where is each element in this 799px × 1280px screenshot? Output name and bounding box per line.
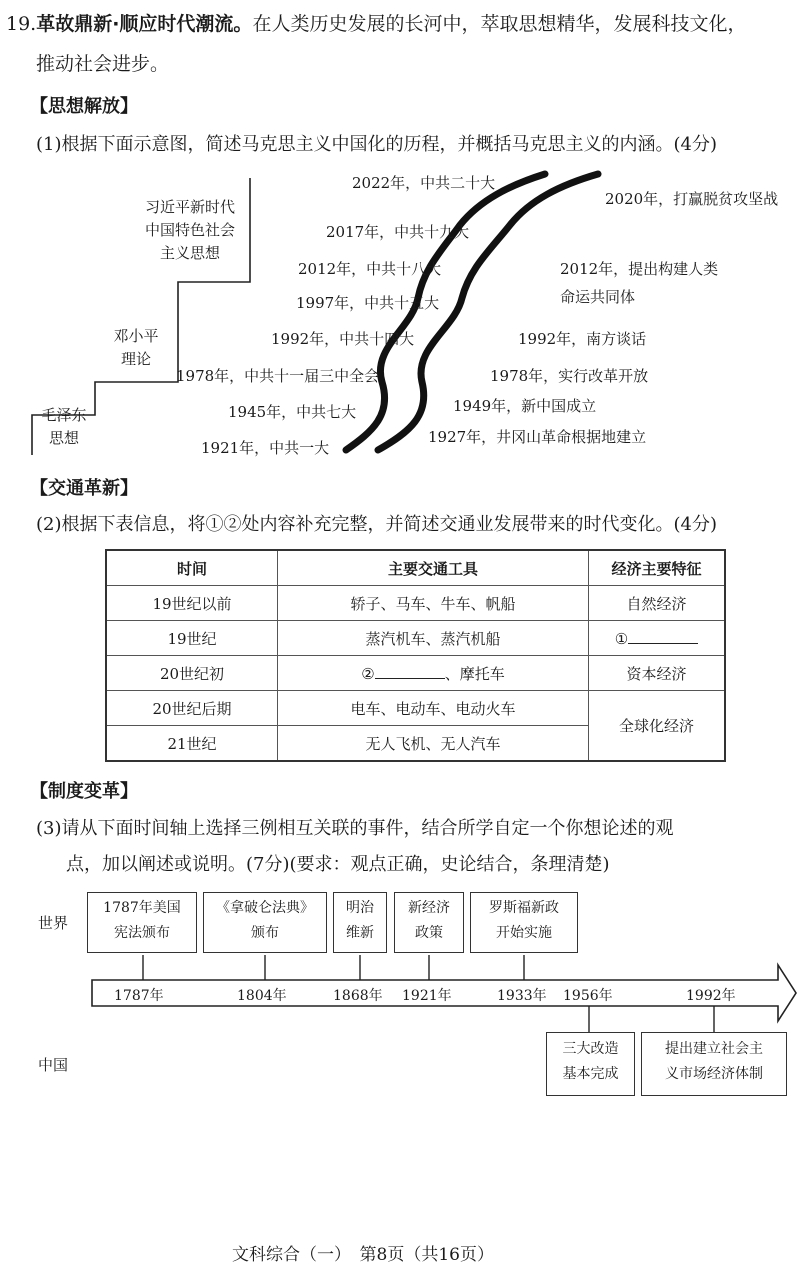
- timeline-year: 1787年: [114, 988, 164, 1004]
- table-header-row: [106, 550, 725, 586]
- section2-prompt: (2)根据下表信息，将①②处内容补充完整，并简述交通业发展带来的时代变化。(4分): [36, 514, 717, 535]
- right-event: 1927年，井冈山革命根据地建立: [428, 428, 647, 446]
- table-cell-tools: 轿子、马车、牛车、帆船: [278, 586, 589, 621]
- timeline-year: 1956年: [563, 988, 613, 1004]
- table-row: [106, 586, 725, 621]
- table-cell-econ: 资本经济: [589, 656, 726, 691]
- world-event-box: 明治 维新: [333, 892, 387, 953]
- fill-blank-1: [628, 629, 698, 644]
- table-cell-tools: 无人飞机、无人汽车: [278, 726, 589, 762]
- question-title: 革故鼎新·顺应时代潮流。: [36, 13, 253, 35]
- section3-prompt-line1: (3)请从下面时间轴上选择三例相互关联的事件，结合所学自定一个你想论述的观: [36, 818, 674, 839]
- table-cell-time: 19世纪: [106, 621, 278, 656]
- table-cell-time: 20世纪后期: [106, 691, 278, 726]
- blank-marker-1: ①: [614, 629, 629, 648]
- world-event-box: 新经济 政策: [394, 892, 464, 953]
- question-intro: [6, 6, 796, 42]
- page-footer: 文科综合（一） 第8页（共16页）: [232, 1245, 494, 1265]
- china-label: 中国: [38, 1056, 69, 1074]
- left-event: 1921年，中共一大: [201, 439, 330, 457]
- right-event: 1949年，新中国成立: [453, 397, 597, 415]
- fill-blank-2: [375, 664, 445, 679]
- timeline-year: 1804年: [237, 988, 287, 1004]
- china-event-box: 三大改造 基本完成: [546, 1032, 635, 1096]
- left-event: 1997年，中共十五大: [296, 294, 440, 312]
- timeline-year: 1992年: [686, 988, 736, 1004]
- table-cell-tools: 电车、电动车、电动火车: [278, 691, 589, 726]
- marxism-staircase-diagram: [0, 170, 799, 465]
- timeline-year: 1933年: [497, 988, 547, 1004]
- stair-label-deng: 邓小平 理论: [113, 327, 159, 368]
- right-event: 1992年，南方谈话: [518, 330, 647, 348]
- timeline-year: 1921年: [402, 988, 452, 1004]
- table-header: 主要交通工具: [278, 550, 589, 586]
- table-cell-time: 19世纪以前: [106, 586, 278, 621]
- left-event: 1945年，中共七大: [228, 403, 357, 421]
- left-event: 2012年，中共十八大: [298, 260, 442, 278]
- left-event: 1992年，中共十四大: [271, 330, 415, 348]
- section1-prompt: (1)根据下面示意图，简述马克思主义中国化的历程，并概括马克思主义的内涵。(4分): [36, 134, 717, 155]
- blank-marker-2: ②: [361, 664, 375, 683]
- right-event: 命运共同体: [560, 288, 636, 306]
- world-event-box: 《拿破仑法典》 颁布: [203, 892, 327, 953]
- section3-prompt-line2: 点，加以阐述或说明。(7分)(要求：观点正确，史论结合，条理清楚): [66, 854, 610, 875]
- question-number: 19.: [6, 13, 37, 35]
- table-cell-time: 21世纪: [106, 726, 278, 762]
- table-cell-tools: ② 、摩托车: [278, 656, 589, 691]
- table-cell-time: 20世纪初: [106, 656, 278, 691]
- left-event: 2022年，中共二十大: [352, 174, 496, 192]
- right-event: 2012年，提出构建人类: [560, 260, 719, 278]
- china-event-box: 提出建立社会主 义市场经济体制: [641, 1032, 787, 1096]
- right-event: 2020年，打赢脱贫攻坚战: [605, 190, 779, 208]
- table-cell-econ: 自然经济: [589, 586, 726, 621]
- question-intro-line1: 在人类历史发展的长河中，萃取思想精华，发展科技文化，: [252, 13, 747, 35]
- section-heading-institution: 【制度变革】: [30, 781, 138, 802]
- stair-label-xi: 习近平新时代 中国特色社会 主义思想: [144, 198, 235, 262]
- table-cell-econ-merged: 全球化经济: [589, 691, 726, 762]
- table-header: 经济主要特征: [589, 550, 726, 586]
- right-event: 1978年，实行改革开放: [490, 367, 649, 385]
- timeline-year: 1868年: [333, 988, 383, 1004]
- left-event: 2017年，中共十九大: [326, 223, 470, 241]
- section-heading-transport: 【交通革新】: [30, 478, 138, 499]
- table-cell-econ: [589, 621, 726, 656]
- world-label: 世界: [38, 914, 69, 932]
- stair-label-mao: 毛泽东 思想: [41, 406, 87, 447]
- question-intro-line2: 推动社会进步。: [36, 53, 170, 75]
- table-cell-tools: 蒸汽机车、蒸汽机船: [278, 621, 589, 656]
- table-header: 时间: [106, 550, 278, 586]
- section-heading-thought: 【思想解放】: [30, 96, 138, 117]
- transport-table: [105, 549, 726, 762]
- world-event-box: 罗斯福新政 开始实施: [470, 892, 578, 953]
- left-event: 1978年，中共十一届三中全会: [176, 367, 380, 385]
- table-row: [106, 691, 725, 726]
- table-row: [106, 656, 725, 691]
- table-row: [106, 621, 725, 656]
- world-event-box: 1787年美国 宪法颁布: [87, 892, 197, 953]
